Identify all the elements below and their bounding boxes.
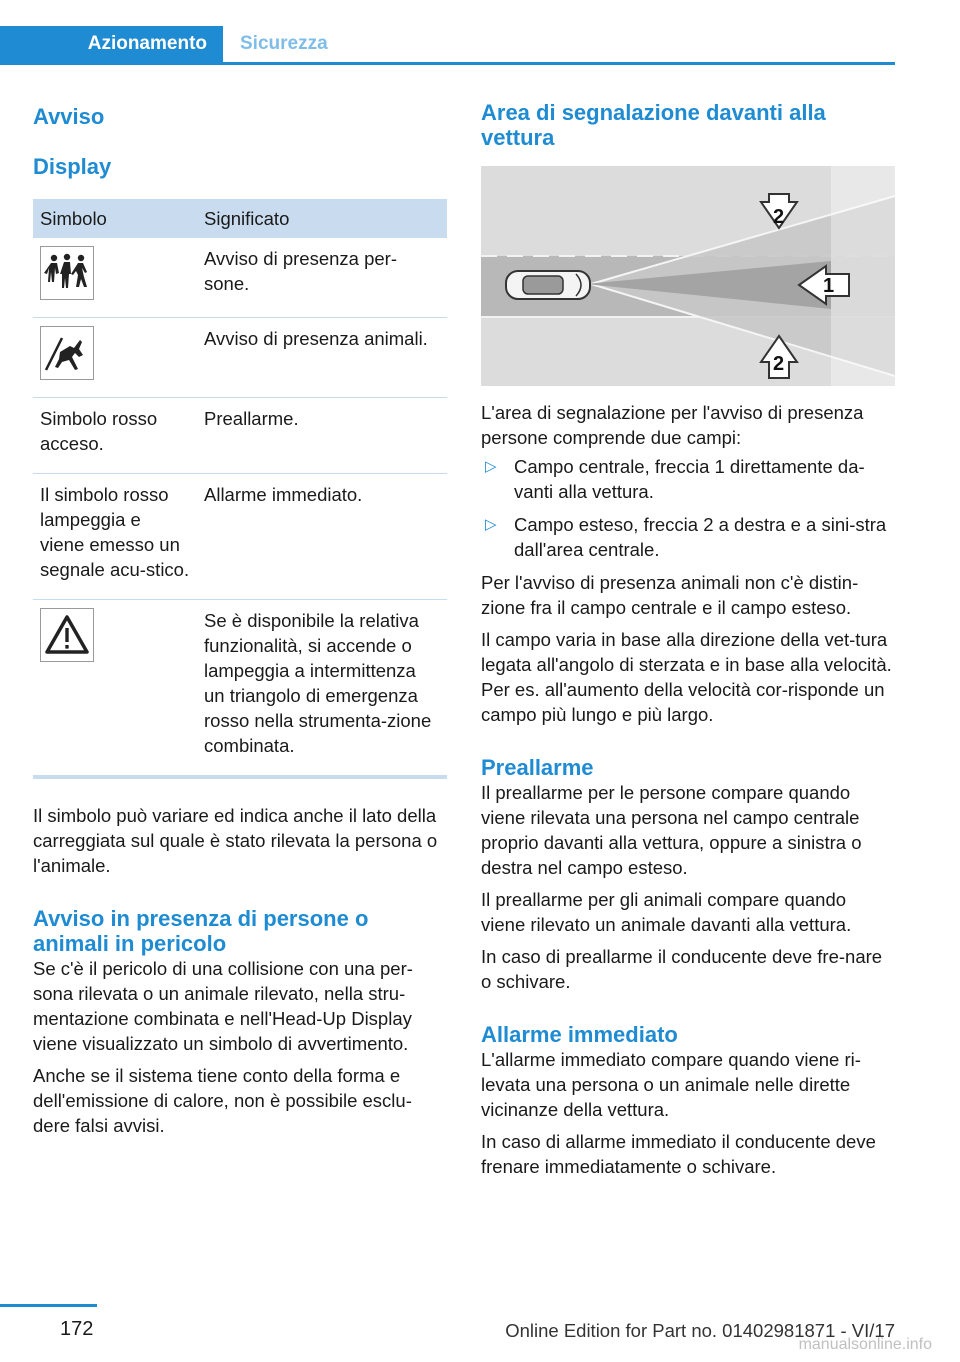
symbol-cell: Simbolo rosso acceso. <box>33 398 197 474</box>
table-row <box>33 600 447 778</box>
paragraph: Il simbolo può variare ed indica anche il lato della carreggiata sul quale è stato rilevata la persona o l'animale. <box>33 805 438 876</box>
table-row <box>33 318 447 398</box>
list-item <box>481 454 895 504</box>
meaning-cell: Se è disponibile la relativa funzionalità, si accende o lampeggia a intermittenza un triangolo di emergenza rosso nella strumenta-zione combinata. <box>197 600 447 778</box>
edition-note: Online Edition for Part no. 01402981871 - VI/17 <box>505 1320 895 1341</box>
paragraph: In caso di preallarme il conducente deve fre-nare o schivare. <box>481 946 883 992</box>
paragraph: Anche se il sistema tiene conto della forma e dell'emissione di calore, non è possibile esclu-dere falsi avvisi. <box>33 1065 412 1136</box>
pedestrian-warning-icon <box>40 246 94 300</box>
chapter-tab-bar <box>0 26 895 65</box>
symbol-cell <box>33 318 197 398</box>
paragraph: Se c'è il pericolo di una collisione con una per-sona rilevata o un animale rilevato, nella stru-mentazione combinata e nell'Head-Up Display viene visualizzato un simbolo di avvertimento. <box>33 958 413 1054</box>
heading-pericolo: Avviso in presenza di persone o animali in pericolo <box>33 906 369 956</box>
paragraph: L'area di segnalazione per l'avviso di presenza persone comprende due campi: <box>481 402 864 448</box>
symbol-cell <box>33 600 197 778</box>
left-column <box>33 100 447 1138</box>
meaning-cell: Allarme immediato. <box>197 474 447 600</box>
table-header-simbolo: Simbolo <box>33 199 197 238</box>
meaning-cell: Avviso di presenza per-sone. <box>197 238 447 318</box>
arrow-2-bottom-label: 2 <box>773 353 785 375</box>
heading-allarme-immediato: Allarme immediato <box>481 1022 678 1047</box>
symbol-cell <box>33 238 197 318</box>
right-column <box>481 100 895 1179</box>
tab-azionamento[interactable] <box>0 26 223 62</box>
bullet-list <box>481 454 895 562</box>
list-item-text: Campo esteso, freccia 2 a destra e a sini-stra dall'area centrale. <box>514 514 887 560</box>
paragraph: Il preallarme per gli animali compare quando viene rilevato un animale davanti alla vettura. <box>481 889 852 935</box>
paragraph: L'allarme immediato compare quando viene ri-levata una persona o un animale nelle dirette vicinanze della vettura. <box>481 1049 861 1120</box>
heading-preallarme: Preallarme <box>481 755 594 780</box>
symbol-table <box>33 199 447 779</box>
car-icon <box>506 271 590 299</box>
triangle-bullet-icon: ▷ <box>485 516 497 533</box>
paragraph: Il preallarme per le persone compare quando viene rilevata una persona nel campo centrale proprio davanti alla vettura, oppure a sinistra o destra nel campo esteso. <box>481 782 862 878</box>
table-row <box>33 238 447 318</box>
table-row <box>33 474 447 600</box>
list-item-text: Campo centrale, freccia 1 direttamente da-vanti alla vettura. <box>514 456 865 502</box>
meaning-cell: Avviso di presenza animali. <box>197 318 447 398</box>
animal-warning-icon <box>40 326 94 380</box>
triangle-bullet-icon: ▷ <box>485 458 497 475</box>
paragraph: In caso di allarme immediato il conducente deve frenare immediatamente o schivare. <box>481 1131 876 1177</box>
tab-azionamento-label: Azionamento <box>87 33 207 54</box>
table-header-significato: Significato <box>197 199 447 238</box>
symbol-cell: Il simbolo rosso lampeggia e viene emesso un segnale acu-stico. <box>33 474 197 600</box>
heading-avviso: Avviso <box>33 104 105 129</box>
heading-area: Area di segnalazione davanti alla vettura <box>481 100 826 150</box>
paragraph: Il campo varia in base alla direzione della vet-tura legata all'angolo di sterzata e in base alla velocità. Per es. all'aumento della velocità cor-risponde un campo più lungo e più largo. <box>481 629 892 725</box>
heading-display: Display <box>33 154 112 179</box>
paragraph: Per l'avviso di presenza animali non c'è distin-zione fra il campo centrale e il campo esteso. <box>481 572 859 618</box>
list-item <box>481 512 895 562</box>
detection-area-diagram <box>481 166 895 386</box>
warning-triangle-icon <box>40 608 94 662</box>
meaning-cell: Preallarme. <box>197 398 447 474</box>
watermark: manualsonline.info <box>798 1336 932 1353</box>
page-number: 172 <box>60 1318 94 1340</box>
table-row <box>33 398 447 474</box>
footer-rule <box>0 1304 97 1307</box>
arrow-2-top-label: 2 <box>773 206 785 228</box>
arrow-1-label: 1 <box>823 275 835 297</box>
tab-sicurezza[interactable]: Sicurezza <box>240 33 328 54</box>
